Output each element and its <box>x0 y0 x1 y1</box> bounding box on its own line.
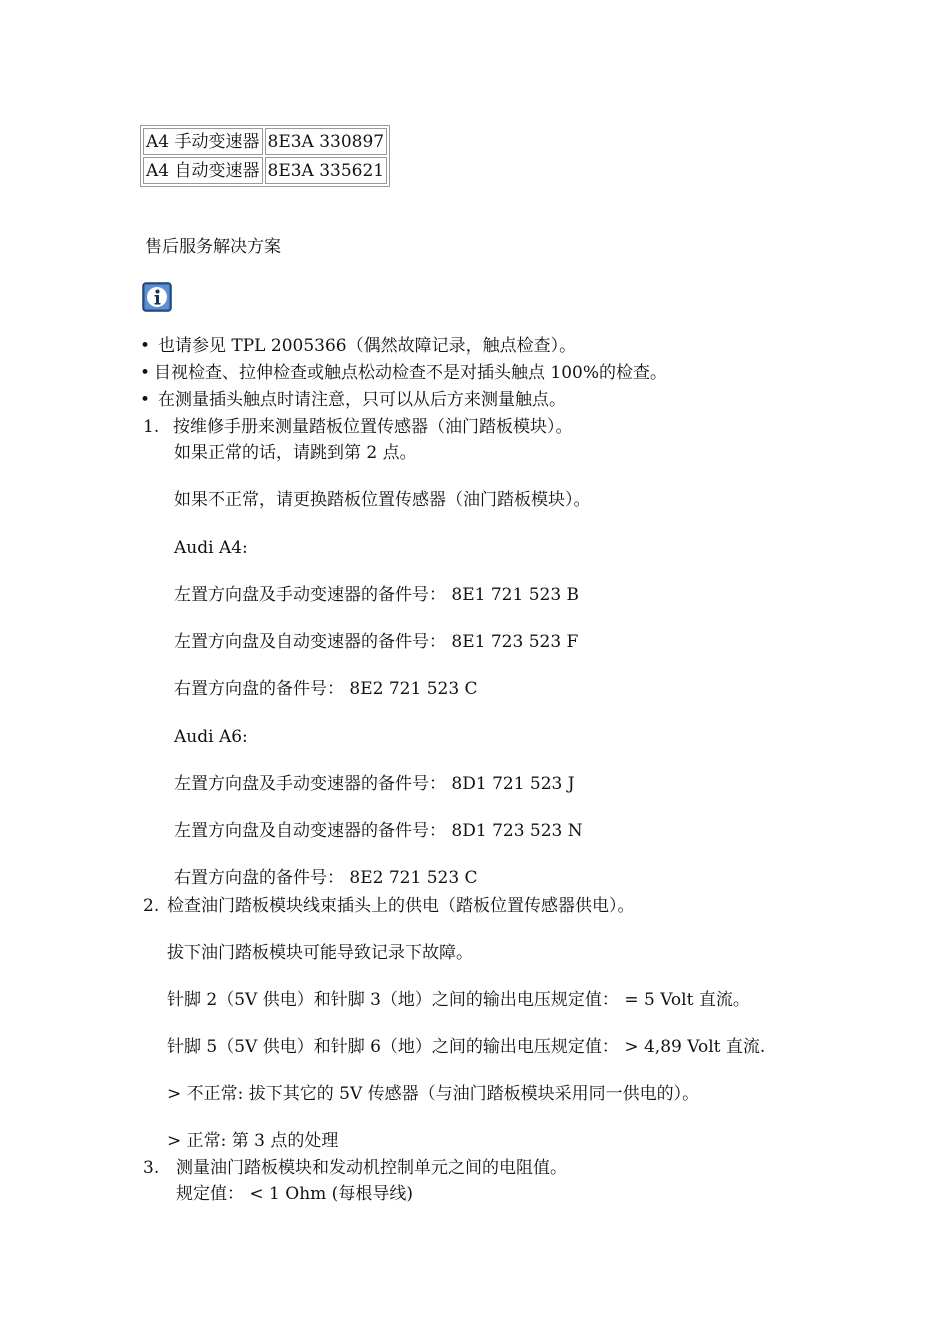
info-icon <box>142 282 172 312</box>
a4-rhd-part: 右置方向盘的备件号： 8E2 721 523 C <box>174 679 478 699</box>
step-text: 按维修手册来测量踏板位置传感器（油门踏板模块）。 <box>173 417 573 437</box>
part-number-cell: 8E3A 330897 <box>265 128 388 155</box>
bullet-item <box>140 338 576 355</box>
table-row <box>143 128 387 155</box>
a6-lhd-auto-part: 左置方向盘及自动变速器的备件号： 8D1 723 523 N <box>174 821 583 841</box>
model-cell: A4 自动变速器 <box>143 157 263 184</box>
a6-label: Audi A6: <box>174 727 248 747</box>
part-number-cell: 8E3A 335621 <box>265 157 388 184</box>
step-2-spec-2: 针脚 5（5V 供电）和针脚 6（地）之间的输出电压规定值： > 4,89 Volt 直流. <box>167 1037 766 1057</box>
bullet-marker: • <box>140 336 151 356</box>
a6-rhd-part: 右置方向盘的备件号： 8E2 721 523 C <box>174 868 478 888</box>
step-2-ok: > 正常: 第 3 点的处理 <box>167 1131 339 1151</box>
step-2-not-ok: > 不正常: 拔下其它的 5V 传感器（与油门踏板模块采用同一供电的）。 <box>167 1084 700 1104</box>
bullet-item <box>140 365 667 382</box>
step-2-spec-1: 针脚 2（5V 供电）和针脚 3（地）之间的输出电压规定值： = 5 Volt 直流。 <box>167 990 750 1010</box>
step-text: 检查油门踏板模块线束插头上的供电（踏板位置传感器供电）。 <box>167 896 635 916</box>
step-1-not-ok: 如果不正常，请更换踏板位置传感器（油门踏板模块）。 <box>174 490 591 510</box>
bullet-marker: • <box>140 363 151 383</box>
step-2-title <box>143 898 635 915</box>
step-number: 3. <box>143 1158 160 1178</box>
bullet-marker: • <box>140 390 151 410</box>
step-3-spec: 规定值： < 1 Ohm (每根导线) <box>176 1184 413 1204</box>
a4-label: Audi A4: <box>174 538 248 558</box>
step-1-ok: 如果正常的话，请跳到第 2 点。 <box>174 443 417 463</box>
model-cell: A4 手动变速器 <box>143 128 263 155</box>
step-2-note: 拔下油门踏板模块可能导致记录下故障。 <box>167 943 473 963</box>
section-title: 售后服务解决方案 <box>145 237 281 257</box>
step-number: 2. <box>143 896 160 916</box>
parts-table <box>140 125 390 187</box>
step-3-title <box>143 1160 567 1177</box>
bullet-text: 也请参见 TPL 2005366（偶然故障记录，触点检查）。 <box>158 336 577 356</box>
a6-lhd-manual-part: 左置方向盘及手动变速器的备件号： 8D1 721 523 J <box>174 774 575 794</box>
a4-lhd-auto-part: 左置方向盘及自动变速器的备件号： 8E1 723 523 F <box>174 632 579 652</box>
table-row <box>143 157 387 184</box>
step-1-title <box>143 419 573 436</box>
a4-lhd-manual-part: 左置方向盘及手动变速器的备件号： 8E1 721 523 B <box>174 585 580 605</box>
step-number: 1. <box>143 417 160 437</box>
step-text: 测量油门踏板模块和发动机控制单元之间的电阻值。 <box>176 1158 567 1178</box>
bullet-text: 目视检查、拉伸检查或触点松动检查不是对插头触点 100%的检查。 <box>154 363 668 383</box>
bullet-item <box>140 392 566 409</box>
bullet-text: 在测量插头触点时请注意，只可以从后方来测量触点。 <box>158 390 566 410</box>
